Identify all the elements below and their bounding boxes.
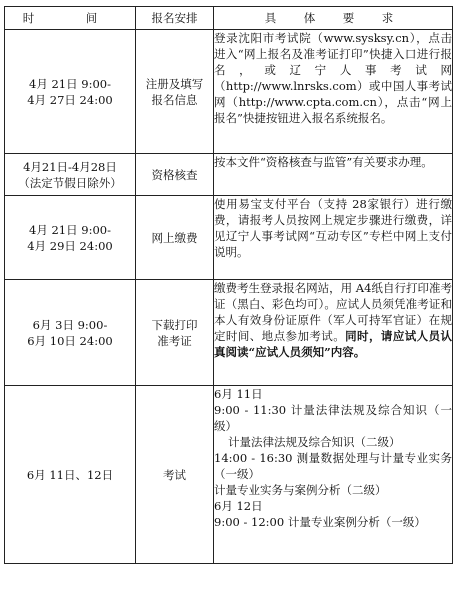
requirement-text: 缴费考生登录报名网站，用 A4纸自行打印准考证（黑白、彩色均可）。应试人员须凭准考证和本人有效身份证原件（军人可持军官证）在规定时间、地点参加考试。 (214, 281, 452, 343)
schedule-table (4, 6, 453, 564)
time-cell (5, 30, 136, 154)
requirement-cell: 登录沈阳市考试院（www.sysksy.cn），点击进入“网上报名及准考证打印”快捷入口进行报名，或辽宁人事考试网（http://www.lnrsks.com）或中国人事考试网（http://www.cpta.com.cn），点击“网上报名”快捷按钮进入报名系统报名。 (214, 30, 453, 154)
arrangement-line: 报名信息 (151, 92, 198, 107)
table-row (5, 154, 453, 196)
exam-date: 6月 12日 (214, 499, 263, 513)
arrangement-cell: 网上缴费 (136, 196, 214, 280)
header-requirements: 具 体 要 求 (214, 7, 453, 30)
time-cell (5, 154, 136, 196)
arrangement-cell (136, 30, 214, 154)
header-row (5, 7, 453, 30)
time-cell (5, 196, 136, 280)
header-time: 时 间 (5, 7, 136, 30)
header-arrangement: 报名安排 (136, 7, 214, 30)
time-cell (5, 280, 136, 386)
requirement-bold-note: 同时，请应试人员认真阅读“应试人员须知”内容。 (214, 329, 453, 359)
time-line: 4月 27日 24:00 (27, 92, 113, 107)
time-line: （法定节假日除外） (18, 175, 122, 190)
exam-date: 6月 11日 (214, 387, 263, 401)
time-line: 4月21日-4月28日 (23, 159, 117, 174)
exam-session: 9:00 - 12:00 计量专业案例分析（一级） (214, 515, 426, 529)
table-row (5, 196, 453, 280)
requirement-cell: 按本文件“资格核查与监管”有关要求办理。 (214, 154, 453, 196)
table-row (5, 280, 453, 386)
arrangement-line: 注册及填写 (145, 76, 204, 91)
arrangement-cell (136, 280, 214, 386)
arrangement-line: 准考证 (157, 333, 192, 348)
time-cell: 6月 11日、12日 (5, 386, 136, 564)
exam-session: 计量法律法规及综合知识（二级） (228, 435, 401, 449)
time-line: 4月 29日 24:00 (27, 238, 113, 253)
exam-session: 14:00 - 16:30 测量数据处理与计量专业实务（一级） (214, 451, 452, 481)
time-line: 4月 21日 9:00- (29, 222, 111, 237)
arrangement-cell: 资格核查 (136, 154, 214, 196)
arrangement-cell: 考试 (136, 386, 214, 564)
exam-session: 9:00 - 11:30 计量法律法规及综合知识（一级） (214, 403, 452, 433)
time-line: 6月 3日 9:00- (32, 317, 108, 332)
table-row (5, 386, 453, 564)
requirement-cell: 使用易宝支付平台（支持 28家银行）进行缴费，请报考人员按网上规定步骤进行缴费，详见辽宁人事考试网“互动专区”专栏中网上支付说明。 (214, 196, 453, 280)
time-line: 4月 21日 9:00- (29, 76, 111, 91)
exam-schedule-cell (214, 386, 453, 564)
exam-session: 计量专业实务与案例分析（二级） (214, 483, 387, 497)
time-line: 6月 10日 24:00 (27, 333, 113, 348)
table-row (5, 30, 453, 154)
requirement-cell (214, 280, 453, 386)
arrangement-line: 下载打印 (151, 317, 198, 332)
